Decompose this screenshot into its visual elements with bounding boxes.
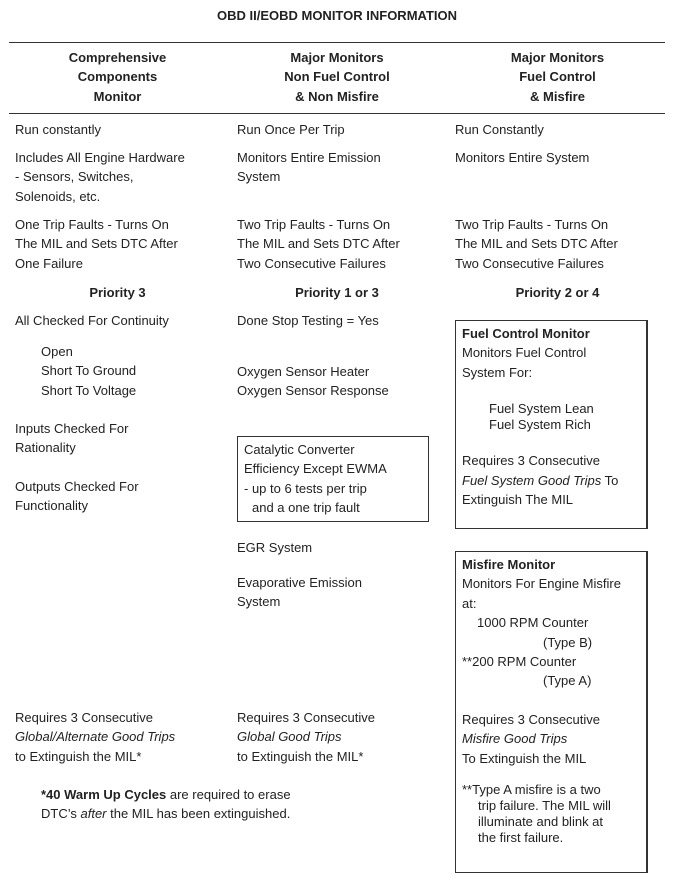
list-item: Fuel System Lean	[489, 401, 594, 417]
text-line: to Extinguish the MIL*	[15, 748, 142, 764]
col2-priority: Priority 1 or 3	[295, 285, 379, 300]
text-line: Outputs Checked For	[15, 479, 139, 494]
list-item: Short To Voltage	[41, 382, 137, 398]
col2-egr: EGR System	[237, 540, 313, 555]
col3-priority: Priority 2 or 4	[515, 285, 600, 300]
col3-monitors: Monitors Entire System	[455, 150, 590, 165]
col1-inputs	[15, 419, 230, 458]
col3-faults	[455, 215, 655, 273]
text-line: Monitors Fuel Control	[462, 345, 587, 361]
col2-header-line: & Non Misfire	[295, 88, 379, 104]
col2-oxygen	[237, 362, 447, 401]
text-line: Misfire Good Trips	[462, 731, 568, 747]
footnote-text: are required to erase	[166, 787, 291, 802]
col2-evap	[237, 573, 447, 612]
text-line: the first failure.	[478, 830, 564, 846]
col1-header-line: Monitor	[93, 88, 142, 104]
text-line: (Type B)	[543, 634, 593, 650]
text-line: Global/Alternate Good Trips	[15, 729, 176, 745]
text-line: System	[237, 169, 281, 185]
text-line: Oxygen Sensor Response	[237, 383, 389, 399]
text-line: One Failure	[15, 255, 83, 271]
col3-header	[455, 48, 660, 106]
list-item: Short To Ground	[41, 363, 137, 379]
col1-header-line: Comprehensive	[68, 50, 167, 65]
text-line: Evaporative Emission	[237, 575, 362, 590]
col1-includes	[15, 148, 230, 206]
text-line: System	[237, 594, 281, 610]
text-line: Solenoids, etc.	[15, 188, 101, 204]
text-line: Extinguish The MIL	[462, 492, 574, 508]
text-line: at:	[462, 595, 477, 611]
list-item: Fuel System Rich	[489, 417, 591, 433]
text-line: Inputs Checked For	[15, 421, 129, 436]
text-line: Requires 3 Consecutive	[237, 710, 376, 725]
text-line: Requires 3 Consecutive	[15, 710, 154, 725]
text-line: To Extinguish the MIL	[462, 750, 587, 766]
text-line: Monitors Entire Emission	[237, 150, 381, 165]
text-line: Two Trip Faults - Turns On	[237, 217, 391, 232]
misfire-note	[462, 782, 646, 846]
col1-outputs	[15, 477, 230, 516]
header-bottom-rule	[9, 113, 665, 114]
col3-header-line: & Misfire	[530, 88, 585, 104]
text-line: Functionality	[15, 498, 88, 514]
text: To	[601, 472, 619, 488]
text-line: 1000 RPM Counter	[477, 615, 589, 631]
fuel-items	[462, 401, 646, 433]
text-line: Two Trip Faults - Turns On	[455, 217, 609, 232]
text-line: Requires 3 Consecutive	[462, 453, 601, 469]
text-line: (Type A)	[543, 673, 592, 689]
misfire-title: Misfire Monitor	[462, 557, 556, 572]
col2-header-line: Non Fuel Control	[284, 69, 390, 85]
footnote-bold: *40 Warm Up Cycles	[41, 787, 167, 802]
text-line: Two Consecutive Failures	[237, 255, 386, 271]
col2-requires	[237, 708, 447, 766]
misfire-box	[455, 551, 648, 873]
text-line: to Extinguish the MIL*	[237, 748, 364, 764]
text-line	[462, 471, 646, 490]
list-item: Open	[41, 344, 73, 359]
text-line: Requires 3 Consecutive	[462, 711, 601, 727]
text-line: Oxygen Sensor Heater	[237, 364, 370, 379]
footnote-line	[41, 785, 341, 804]
col2-run: Run Once Per Trip	[237, 122, 345, 137]
text-line: - Sensors, Switches,	[15, 169, 134, 185]
text-line: **200 RPM Counter	[462, 654, 577, 670]
text-line: Rationality	[15, 440, 76, 456]
col1-continuity: All Checked For Continuity	[15, 313, 169, 328]
footnote-text: the MIL has been extinguished.	[106, 806, 291, 822]
italic-text: Fuel System Good Trips	[462, 472, 602, 488]
text-line: and a one trip fault	[252, 500, 360, 516]
text-line: trip failure. The MIL will	[478, 798, 611, 814]
col1-requires	[15, 708, 230, 766]
col1-header	[15, 48, 220, 106]
col1-check-list	[41, 342, 221, 400]
footnote-text: DTC’s	[41, 806, 81, 822]
header-top-rule	[9, 42, 665, 43]
col1-header-line: Components	[77, 69, 158, 85]
footnote-line	[41, 804, 341, 823]
text-line: One Trip Faults - Turns On	[15, 217, 169, 232]
footnote-italic: after	[80, 806, 107, 822]
text-line: illuminate and blink at	[478, 814, 604, 830]
text-line: Catalytic Converter	[244, 442, 355, 457]
col2-header-line: Major Monitors	[290, 50, 384, 65]
text-line: Includes All Engine Hardware	[15, 150, 185, 165]
col1-priority: Priority 3	[89, 285, 146, 300]
text-line: - up to 6 tests per trip	[244, 480, 367, 496]
col3-header-line: Fuel Control	[519, 69, 596, 85]
catalytic-box	[237, 436, 429, 522]
text-line: The MIL and Sets DTC After	[455, 236, 618, 252]
footnote	[41, 785, 341, 824]
text-line: **Type A misfire is a two	[462, 782, 601, 798]
fuel-control-title: Fuel Control Monitor	[462, 326, 590, 341]
fuel-control-box	[455, 320, 648, 529]
text-line: The MIL and Sets DTC After	[15, 236, 178, 252]
col3-header-line: Major Monitors	[510, 50, 605, 65]
text-line: Two Consecutive Failures	[455, 255, 604, 271]
text-line: Global Good Trips	[237, 729, 342, 745]
col2-done-stop: Done Stop Testing = Yes	[237, 313, 379, 328]
col3-run: Run Constantly	[455, 122, 544, 137]
col2-monitors	[237, 148, 447, 187]
col2-faults	[237, 215, 447, 273]
col1-run: Run constantly	[15, 122, 101, 137]
text-line: Monitors For Engine Misfire	[462, 576, 621, 592]
col2-header	[237, 48, 437, 106]
text-line: Efficiency Except EWMA	[244, 461, 387, 477]
text-line: The MIL and Sets DTC After	[237, 236, 400, 252]
page-title: OBD II/EOBD MONITOR INFORMATION	[216, 8, 457, 23]
col1-faults	[15, 215, 230, 273]
text-line: System For:	[462, 364, 533, 380]
